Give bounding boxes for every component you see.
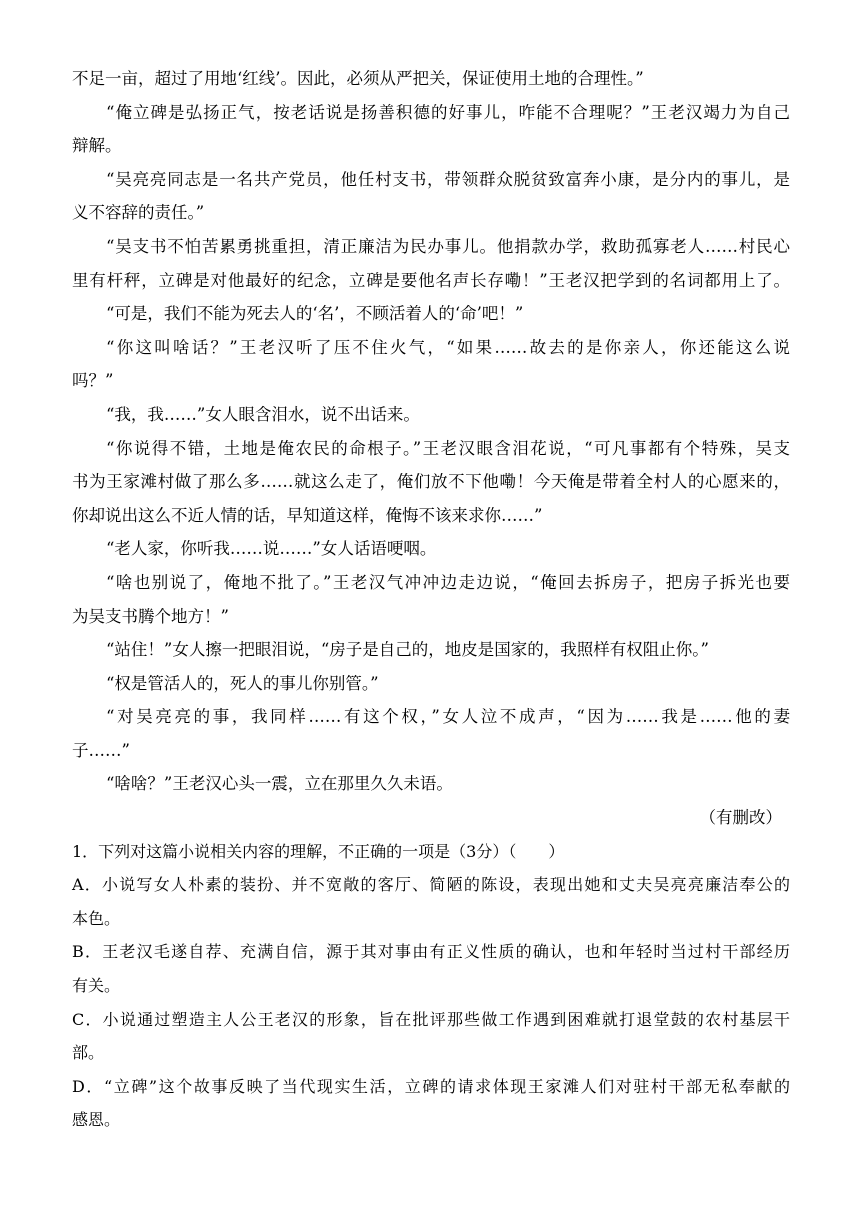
story-line: “站住！”女人擦一把眼泪说，“房子是自己的，地皮是国家的，我照样有权阻止你。” — [106, 640, 709, 660]
option-a: A．小说写女人朴素的装扮、并不宽敞的客厅、简陋的陈设，表现出她和丈夫吴亮亮廉洁奉公的 — [72, 875, 790, 895]
option-c-cont: 部。 — [72, 1043, 105, 1063]
story-line: “啥也别说了，俺地不批了。”王老汉气冲冲边走边说，“俺回去拆房子，把房子拆光也要 — [106, 572, 790, 592]
option-c: C．小说通过塑造主人公王老汉的形象，旨在批评那些做工作遇到困难就打退堂鼓的农村基层干 — [72, 1009, 790, 1029]
story-line: “你说得不错，土地是俺农民的命根子。”王老汉眼含泪花说，“可凡事都有个特殊，吴支 — [106, 438, 790, 458]
story-line: “吴支书不怕苦累勇挑重担，清正廉洁为民办事儿。他捐款办学，救助孤寡老人……村民心 — [106, 236, 790, 256]
story-line: 书为王家滩村做了那么多……就这么走了，俺们放不下他嘞！今天俺是带着全村人的心愿来的， — [72, 472, 790, 492]
story-line: 里有杆秤，立碑是对他最好的纪念，立碑是要他名声长存嘞！”王老汉把学到的名词都用上了。 — [72, 270, 790, 290]
option-a-cont: 本色。 — [72, 908, 121, 928]
option-b: B．王老汉毛遂自荐、充满自信，源于其对事由有正义性质的确认，也和年轻时当过村干部经历 — [72, 942, 790, 962]
story-line: “权是管活人的，死人的事儿你别管。” — [106, 673, 379, 693]
story-line: “我，我……”女人眼含泪水，说不出话来。 — [106, 404, 420, 424]
story-line: “老人家，你听我……说……”女人话语哽咽。 — [106, 539, 437, 559]
question-block — [72, 835, 790, 1137]
document-page — [72, 62, 790, 1137]
story-line: 为吴支书腾个地方！” — [72, 606, 229, 626]
option-b-cont: 有关。 — [72, 976, 121, 996]
option-d-cont: 感恩。 — [72, 1110, 121, 1130]
story-line: “你这叫啥话？”王老汉听了压不住火气，“如果……故去的是你亲人，你还能这么说 — [106, 337, 790, 357]
story-line: “对吴亮亮的事，我同样……有这个权，”女人泣不成声，“因为……我是……他的妻 — [106, 707, 790, 727]
story-line: 你却说出这么不近人情的话，早知道这样，俺悔不该来求你……” — [72, 505, 543, 525]
story-line: 不足一亩，超过了用地‘红线’。因此，必须从严把关，保证使用土地的合理性。” — [72, 69, 644, 88]
story-line: 吗？” — [72, 371, 114, 391]
story-text — [72, 62, 790, 835]
source-note: （有删改） — [699, 808, 782, 828]
story-line: 辩解。 — [72, 136, 122, 156]
option-d: D．“立碑”这个故事反映了当代现实生活，立碑的请求体现王家滩人们对驻村干部无私奉献的 — [72, 1076, 790, 1096]
question-stem: 1．下列对这篇小说相关内容的理解，不正确的一项是（3分）（ ） — [72, 841, 565, 861]
story-line: “可是，我们不能为死去人的‘名’，不顾活着人的‘命’吧！” — [106, 304, 524, 324]
story-line: 义不容辞的责任。” — [72, 203, 205, 223]
story-line: “吴亮亮同志是一名共产党员，他任村支书，带领群众脱贫致富奔小康，是分内的事儿，是 — [106, 169, 790, 189]
story-line: 子……” — [72, 740, 130, 760]
story-line: “俺立碑是弘扬正气，按老话说是扬善积德的好事儿，咋能不合理呢？”王老汉竭力为自己 — [106, 102, 790, 122]
story-line: “啥啥？”王老汉心头一震，立在那里久久未语。 — [106, 774, 453, 794]
